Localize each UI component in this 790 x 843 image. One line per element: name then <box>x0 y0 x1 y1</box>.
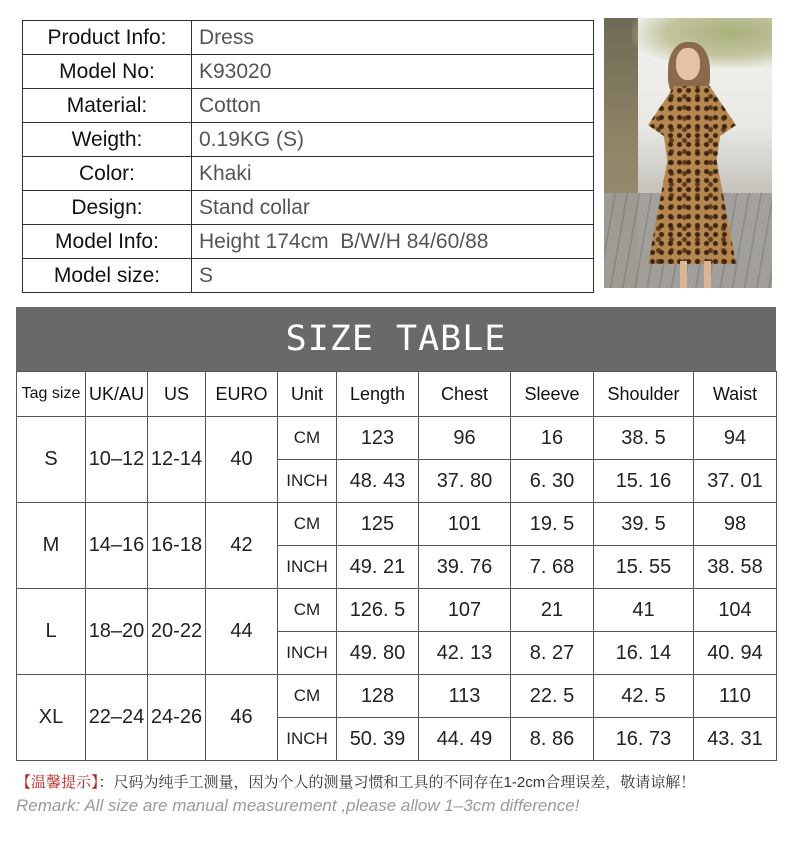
euro-cell: 42 <box>206 503 278 589</box>
waist-cell: 94 <box>694 417 777 460</box>
waist-cell: 43. 31 <box>694 718 777 761</box>
info-label: Color: <box>23 157 192 191</box>
length-cell: 49. 80 <box>337 632 419 675</box>
info-row-design <box>23 191 594 225</box>
length-cell: 48. 43 <box>337 460 419 503</box>
tag-size-cell: M <box>17 503 86 589</box>
tag-size-cell: XL <box>17 675 86 761</box>
sleeve-cell: 19. 5 <box>511 503 594 546</box>
us-cell: 12-14 <box>148 417 206 503</box>
info-label: Model No: <box>23 55 192 89</box>
info-row-model-size <box>23 259 594 293</box>
euro-cell: 46 <box>206 675 278 761</box>
chest-cell: 96 <box>419 417 511 460</box>
sleeve-cell: 21 <box>511 589 594 632</box>
table-row <box>17 589 777 632</box>
us-cell: 20-22 <box>148 589 206 675</box>
warm-tip-text: ：尺码为纯手工测量，因为个人的测量习惯和工具的不同存在1-2cm合理误差，敬请谅解！ <box>98 774 696 791</box>
unit-cell: CM <box>278 417 337 460</box>
face-shape <box>676 48 700 80</box>
leopard-dress-shape <box>648 86 736 264</box>
shoulder-cell: 15. 55 <box>594 546 694 589</box>
tag-size-cell: S <box>17 417 86 503</box>
shoulder-cell: 39. 5 <box>594 503 694 546</box>
sleeve-cell: 7. 68 <box>511 546 594 589</box>
warm-tip-note <box>16 771 695 792</box>
length-cell: 123 <box>337 417 419 460</box>
product-info-table <box>22 20 594 293</box>
sleeve-cell: 6. 30 <box>511 460 594 503</box>
tag-size-cell: L <box>17 589 86 675</box>
unit-cell: INCH <box>278 718 337 761</box>
info-row-material <box>23 89 594 123</box>
info-label: Design: <box>23 191 192 225</box>
shoulder-cell: 16. 73 <box>594 718 694 761</box>
chest-cell: 113 <box>419 675 511 718</box>
info-value: Stand collar <box>192 191 594 225</box>
chest-cell: 107 <box>419 589 511 632</box>
info-value: Dress <box>192 21 594 55</box>
info-value: K93020 <box>192 55 594 89</box>
length-cell: 49. 21 <box>337 546 419 589</box>
us-cell: 24-26 <box>148 675 206 761</box>
us-cell: 16-18 <box>148 503 206 589</box>
info-label: Product Info: <box>23 21 192 55</box>
info-row-weight <box>23 123 594 157</box>
info-value: Height 174cm B/W/H 84/60/88 <box>192 225 594 259</box>
table-row <box>17 503 777 546</box>
info-value: S <box>192 259 594 293</box>
info-label: Model Info: <box>23 225 192 259</box>
warm-tip-label: 【温馨提示】 <box>16 774 99 791</box>
euro-cell: 44 <box>206 589 278 675</box>
header-shoulder: Shoulder <box>594 372 694 417</box>
unit-cell: CM <box>278 589 337 632</box>
chest-cell: 42. 13 <box>419 632 511 675</box>
info-row-model-info <box>23 225 594 259</box>
chest-cell: 101 <box>419 503 511 546</box>
table-row <box>17 417 777 460</box>
waist-cell: 110 <box>694 675 777 718</box>
header-waist: Waist <box>694 372 777 417</box>
shoulder-cell: 42. 5 <box>594 675 694 718</box>
info-value: Cotton <box>192 89 594 123</box>
waist-cell: 98 <box>694 503 777 546</box>
waist-cell: 104 <box>694 589 777 632</box>
header-sleeve: Sleeve <box>511 372 594 417</box>
uk-au-cell: 10–12 <box>86 417 148 503</box>
length-cell: 50. 39 <box>337 718 419 761</box>
shoulder-cell: 38. 5 <box>594 417 694 460</box>
size-table-header-row <box>17 372 777 417</box>
model-photo <box>604 18 772 288</box>
shoulder-cell: 15. 16 <box>594 460 694 503</box>
remark-note: Remark: All size are manual measurement ,please allow 1–3cm difference! <box>16 796 580 815</box>
sleeve-cell: 8. 86 <box>511 718 594 761</box>
leg-shape <box>704 261 711 288</box>
leg-shape <box>680 261 687 288</box>
header-tag-size: Tag size <box>17 372 86 417</box>
shoulder-cell: 16. 14 <box>594 632 694 675</box>
info-row-color <box>23 157 594 191</box>
header-chest: Chest <box>419 372 511 417</box>
table-row <box>17 675 777 718</box>
chest-cell: 44. 49 <box>419 718 511 761</box>
size-table-title: SIZE TABLE <box>16 307 776 371</box>
waist-cell: 40. 94 <box>694 632 777 675</box>
shoulder-cell: 41 <box>594 589 694 632</box>
sleeve-cell: 22. 5 <box>511 675 594 718</box>
length-cell: 126. 5 <box>337 589 419 632</box>
info-label: Weigth: <box>23 123 192 157</box>
unit-cell: INCH <box>278 632 337 675</box>
size-table <box>16 371 777 761</box>
uk-au-cell: 22–24 <box>86 675 148 761</box>
unit-cell: INCH <box>278 460 337 503</box>
uk-au-cell: 18–20 <box>86 589 148 675</box>
chest-cell: 39. 76 <box>419 546 511 589</box>
length-cell: 128 <box>337 675 419 718</box>
header-uk-au: UK/AU <box>86 372 148 417</box>
unit-cell: CM <box>278 503 337 546</box>
header-us: US <box>148 372 206 417</box>
header-euro: EURO <box>206 372 278 417</box>
info-label: Material: <box>23 89 192 123</box>
euro-cell: 40 <box>206 417 278 503</box>
info-value: Khaki <box>192 157 594 191</box>
header-unit: Unit <box>278 372 337 417</box>
unit-cell: INCH <box>278 546 337 589</box>
chest-cell: 37. 80 <box>419 460 511 503</box>
info-row-model-no <box>23 55 594 89</box>
info-value: 0.19KG (S) <box>192 123 594 157</box>
sleeve-cell: 16 <box>511 417 594 460</box>
info-label: Model size: <box>23 259 192 293</box>
header-length: Length <box>337 372 419 417</box>
waist-cell: 37. 01 <box>694 460 777 503</box>
length-cell: 125 <box>337 503 419 546</box>
waist-cell: 38. 58 <box>694 546 777 589</box>
info-row-product <box>23 21 594 55</box>
unit-cell: CM <box>278 675 337 718</box>
uk-au-cell: 14–16 <box>86 503 148 589</box>
sleeve-cell: 8. 27 <box>511 632 594 675</box>
